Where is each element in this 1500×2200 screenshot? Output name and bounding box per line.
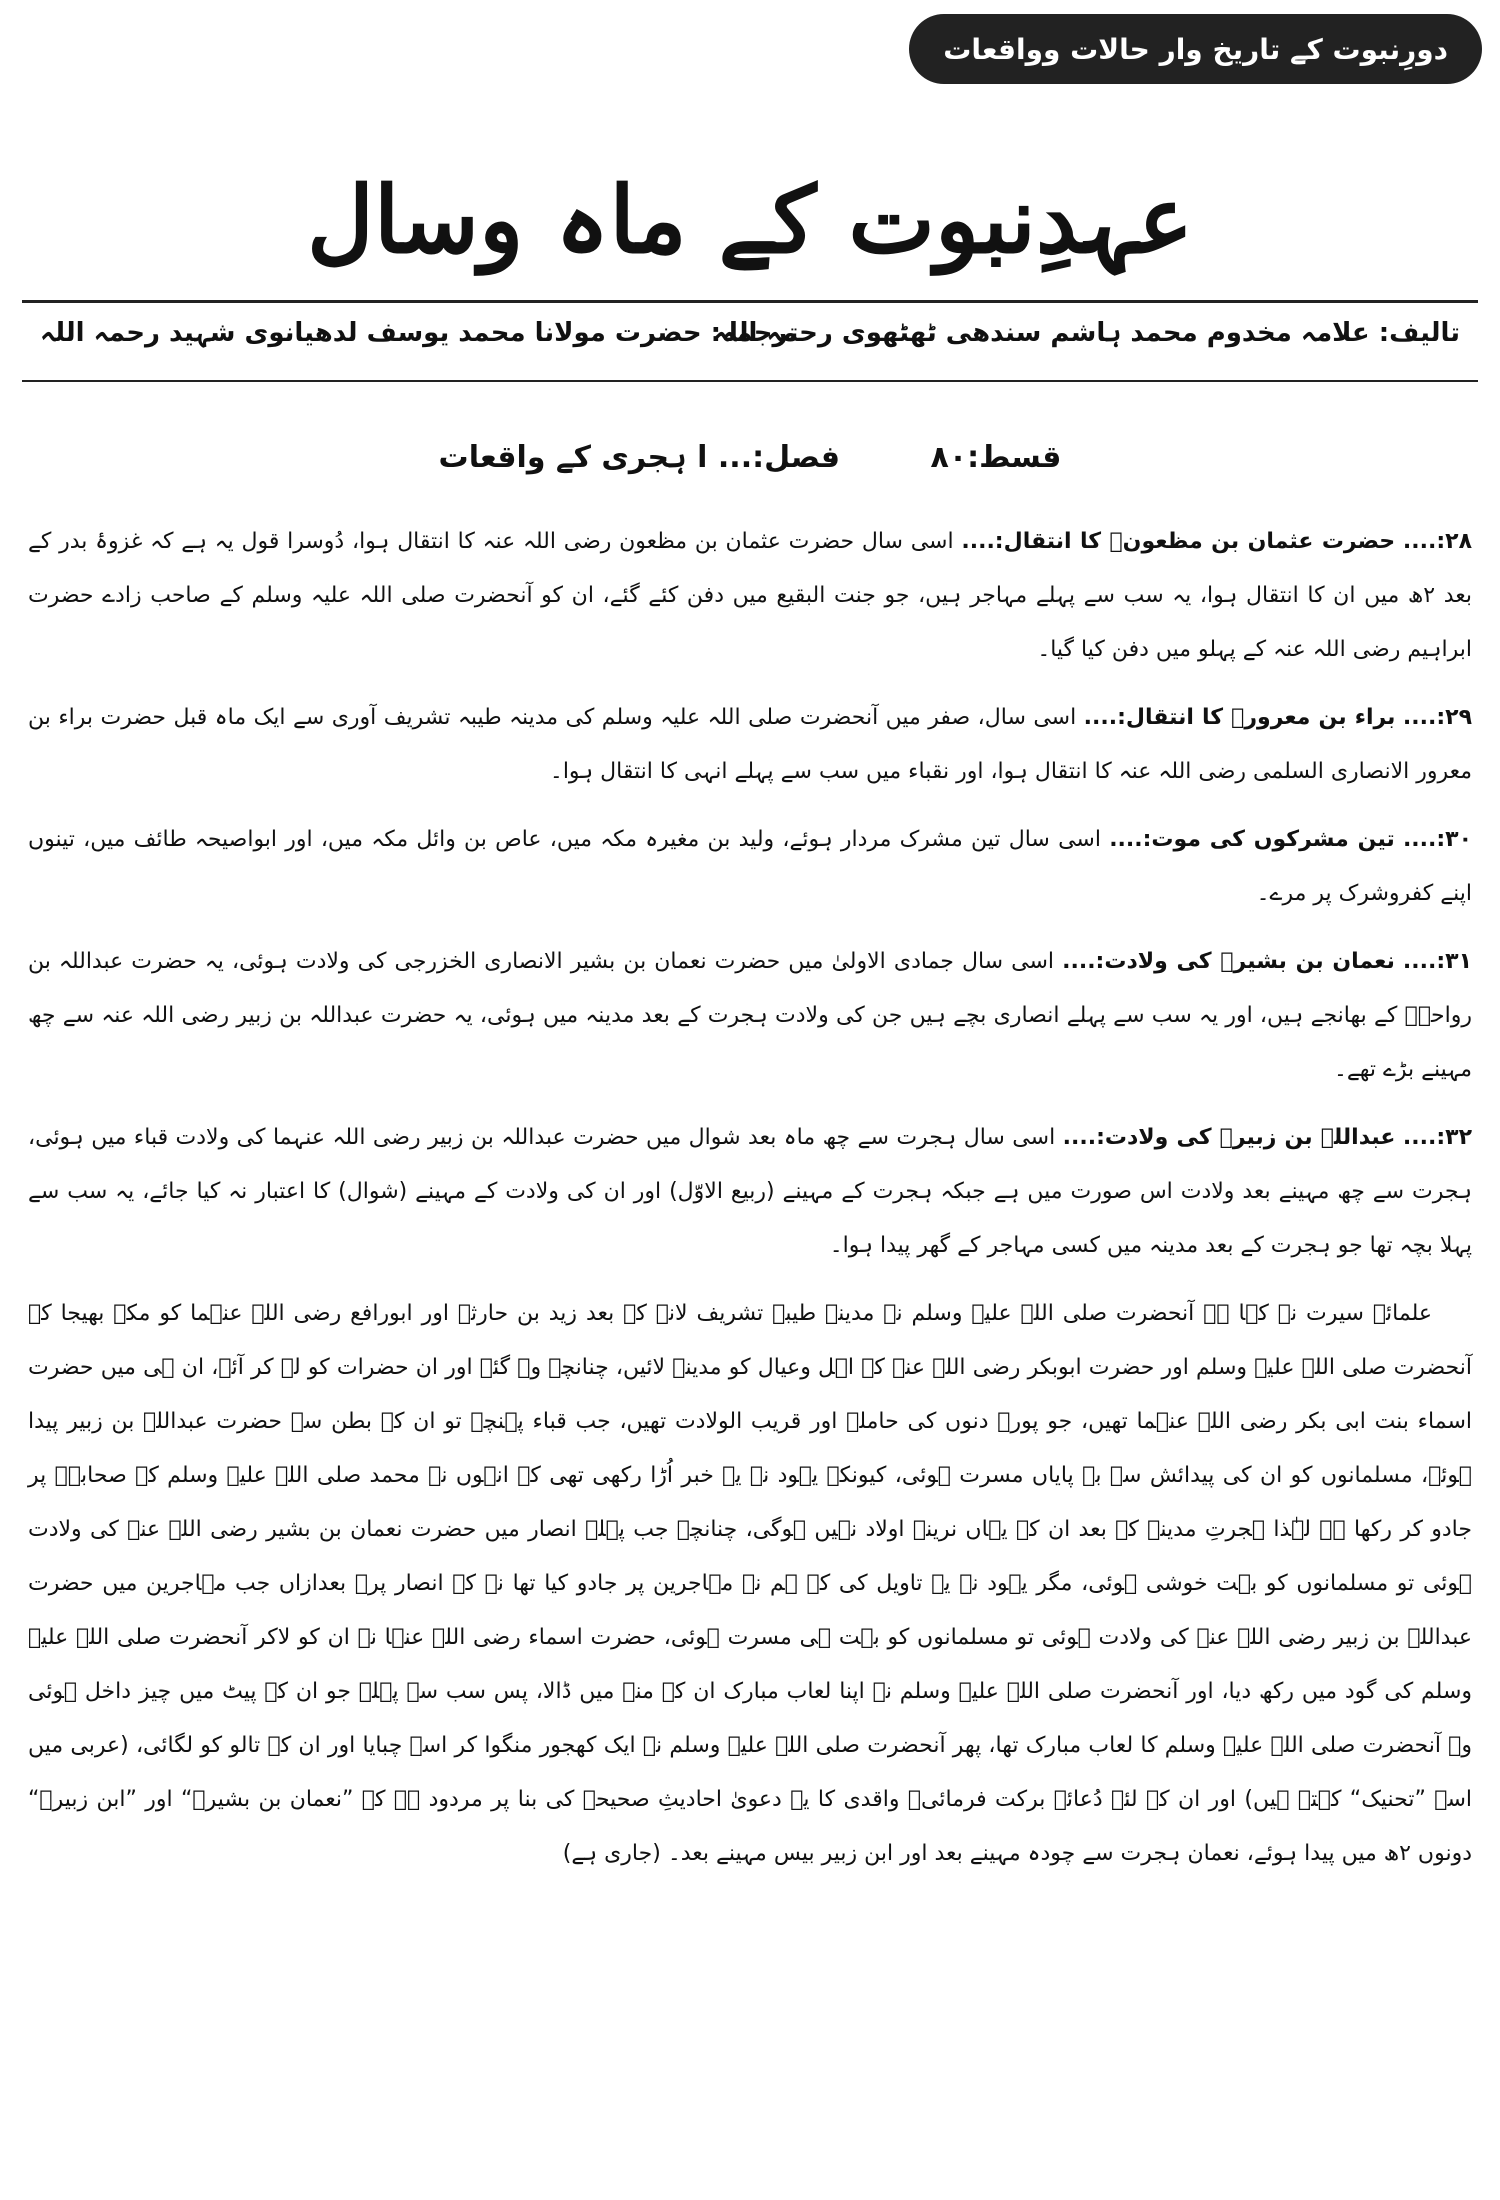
section-number: ۲۸:....: [1402, 529, 1473, 554]
section-31: [28, 935, 1472, 1097]
section-heading: نعمان بن بشیرؓ کی ولادت:....: [1062, 949, 1395, 974]
section-text: اسی سال جمادی الاولیٰ میں حضرت نعمان بن بشیر الانصاری الخزرجی کی ولادت ہوئی، یہ حضرت عبداللہ بن رواحہؓ کے بھانجے ہیں، اور یہ سب سے پہلے انصاری بچے ہیں جن کی ولادت ہجرت کے بعد مدینہ میں ہوئی، یہ حضرت عبداللہ بن زبیر رضی اللہ عنہ سے چھ مہینے بڑے تھے۔: [28, 949, 1472, 1082]
section-28: [28, 515, 1472, 677]
section-text: اسی سال حضرت عثمان بن مظعون رضی اللہ عنہ کا انتقال ہوا، دُوسرا قول یہ ہے کہ غزوۂ بدر کے بعد ۲ھ میں ان کا انتقال ہوا، یہ سب سے پہلے مہاجر ہیں، جو جنت البقیع میں دفن کئے گئے، ان کو آنحضرت صلی اللہ علیہ وسلم کے صاحب زادے حضرت ابراہیم رضی اللہ عنہ کے پہلو میں دفن کیا گیا۔: [28, 529, 1472, 662]
installment-header: [0, 440, 1500, 475]
section-30: [28, 813, 1472, 921]
author-credit: تالیف: علامہ مخدوم محمد ہاشم سندھی ٹھٹھوی رحمہ اللہ: [712, 318, 1460, 348]
continued-note: (جاری ہے): [562, 1841, 661, 1866]
section-text: اسی سال تین مشرک مردار ہوئے، ولید بن مغیرہ مکہ میں، عاص بن وائل مکہ میں، اور ابواصیحہ طائف میں، تینوں اپنے کفروشرک پر مرے۔: [28, 827, 1472, 906]
translator-credit: ترجمہ: حضرت مولانا محمد یوسف لدھیانوی شہید رحمہ اللہ: [40, 318, 799, 348]
section-29: [28, 691, 1472, 799]
article-body: [28, 515, 1472, 1895]
section-heading: عبداللہ بن زبیرؓ کی ولادت:....: [1062, 1125, 1396, 1150]
chapter-title: فصل:... ا ہجری کے واقعات: [438, 440, 841, 475]
section-number: ۳۲:....: [1402, 1125, 1473, 1150]
section-heading: براء بن معرورؓ کا انتقال:....: [1083, 705, 1396, 730]
closing-text: علمائے سیرت نے کہا ہے آنحضرت صلی اللہ علیہ وسلم نے مدینہ طیبہ تشریف لانے کے بعد زید بن حارثہ اور ابورافع رضی اللہ عنہما کو مکہ بھیجا کہ آنحضرت صلی اللہ علیہ وسلم اور حضرت ابوبکر رضی اللہ عنہ کے اہل وعیال کو مدینہ لائیں، چنانچہ وہ گئے اور ان حضرات کو لے کر آئے، ان ہی میں حضرت اسماء بنت ابی بکر رضی اللہ عنہما تھیں، جو پورے دنوں کی حاملہ اور قریب الولادت تھیں، جب قباء پہنچے تو ان کے بطن سے حضرت عبداللہ بن زبیر پیدا ہوئے، مسلمانوں کو ان کی پیدائش سے بے پایاں مسرت ہوئی، کیونکہ یہود نے یہ خبر اُڑا رکھی تھی کہ انہوں نے محمد صلی اللہ علیہ وسلم کے صحابہؓ پر جادو کر رکھا ہے لہٰذا ہجرتِ مدینہ کے بعد ان کے یہاں نرینہ اولاد نہیں ہوگی، چنانچہ جب پہلے انصار میں حضرت نعمان بن بشیر رضی اللہ عنہ کی ولادت ہوئی تو مسلمانوں کو بہت خوشی ہوئی، مگر یہود نے یہ تاویل کی کہ ہم نے مہاجرین پر جادو کیا تھا نہ کہ انصار پر۔ بعدازاں جب مہاجرین میں حضرت عبداللہ بن زبیر رضی اللہ عنہ کی ولادت ہوئی تو مسلمانوں کو بہت ہی مسرت ہوئی، حضرت اسماء رضی اللہ عنہا نے ان کو لاکر آنحضرت صلی اللہ علیہ وسلم کی گود میں رکھ دیا، اور آنحضرت صلی اللہ علیہ وسلم نے اپنا لعاب مبارک ان کے منہ میں ڈالا، پس سب سے پہلے جو ان کے پیٹ میں چیز داخل ہوئی وہ آنحضرت صلی اللہ علیہ وسلم کا لعاب مبارک تھا، پھر آنحضرت صلی اللہ علیہ وسلم نے ایک کھجور منگوا کر اسے چبایا اور ان کے تالو کو لگائی، (عربی میں اسے ”تحنیک“ کہتے ہیں) اور ان کے لئے دُعائے برکت فرمائی۔ واقدی کا یہ دعویٰ احادیثِ صحیحہ کی بنا پر مردود ہے کہ ”نعمان بن بشیرؓ“ اور ”ابن زبیرؓ“ دونوں ۲ھ میں پیدا ہوئے، نعمان ہجرت سے چودہ مہینے بعد اور ابن زبیر بیس مہینے بعد۔: [28, 1301, 1472, 1866]
closing-paragraph: [28, 1287, 1472, 1881]
section-32: [28, 1111, 1472, 1273]
credits-divider: [22, 380, 1478, 382]
section-number: ۲۹:....: [1402, 705, 1472, 730]
section-text: اسی سال ہجرت سے چھ ماہ بعد شوال میں حضرت عبداللہ بن زبیر رضی اللہ عنہما کی ولادت قباء میں ہوئی، ہجرت سے چھ مہینے بعد ولادت اس صورت میں ہے جبکہ ہجرت کے مہینے (ربیع الاوّل) اور ان کی ولادت کے مہینے (شوال) کا اعتبار نہ کیا جائے، یہ سب سے پہلا بچہ تھا جو ہجرت کے بعد مدینہ میں کسی مہاجر کے گھر پیدا ہوا۔: [28, 1125, 1472, 1258]
section-text: اسی سال، صفر میں آنحضرت صلی اللہ علیہ وسلم کی مدینہ طیبہ تشریف آوری سے ایک ماہ قبل حضرت براء بن معرور الانصاری السلمی رضی اللہ عنہ کا انتقال ہوا، اور نقباء میں سب سے پہلے انہی کا انتقال ہوا۔: [28, 705, 1472, 784]
title-divider: [22, 300, 1478, 303]
section-heading: حضرت عثمان بن مظعونؓ کا انتقال:....: [961, 529, 1396, 554]
page-title: عہدِنبوت کے ماہ وسال: [307, 166, 1193, 274]
installment-number: قسط:۸۰: [930, 440, 1062, 475]
section-number: ۳۰:....: [1402, 827, 1473, 852]
series-badge: دورِنبوت کے تاریخ وار حالات وواقعات: [909, 14, 1482, 84]
section-number: ۳۱:....: [1402, 949, 1472, 974]
section-heading: تین مشرکوں کی موت:....: [1109, 827, 1395, 852]
